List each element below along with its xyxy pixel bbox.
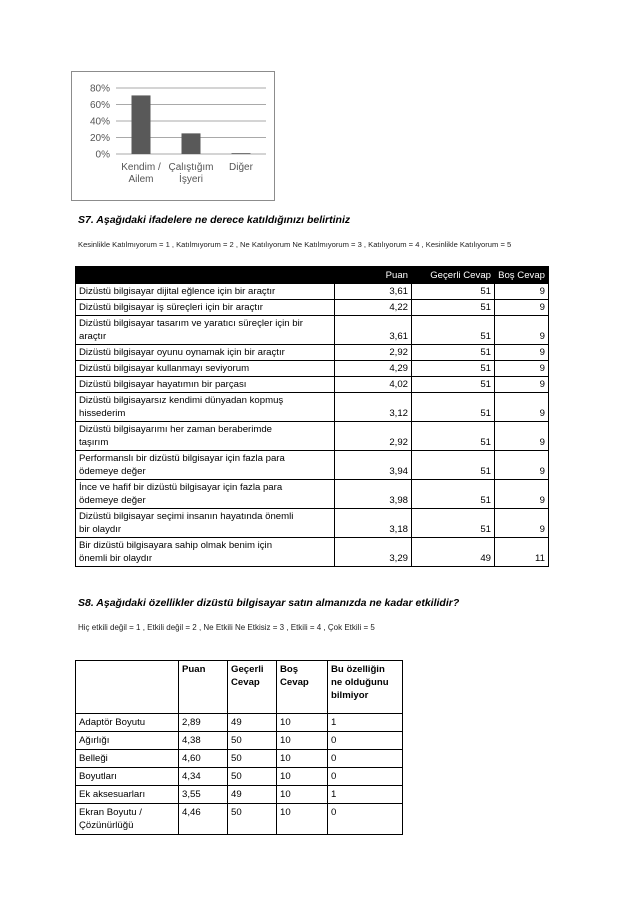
s7-table-row bbox=[76, 538, 549, 567]
s7-statement-cell bbox=[76, 509, 335, 538]
s7-statement-line: Dizüstü bilgisayar seçimi insanın hayatında önemli bbox=[79, 511, 294, 522]
s7-statement-cell bbox=[76, 377, 335, 393]
s7-table-row bbox=[76, 284, 549, 300]
s8-feature-cell bbox=[76, 750, 179, 768]
y-tick-label: 80% bbox=[89, 83, 110, 95]
s7-statement-cell bbox=[76, 480, 335, 509]
x-category-label: Diğer bbox=[229, 162, 253, 173]
x-category-label: Ailem bbox=[128, 174, 154, 185]
s8-puan-cell: 4,46 bbox=[179, 804, 228, 835]
s7-puan-cell: 3,61 bbox=[335, 316, 412, 345]
s7-gecerli-cell: 51 bbox=[412, 451, 495, 480]
s7-statement-line: Dizüstü bilgisayar iş süreçleri için bir araçtır bbox=[79, 302, 263, 313]
s7-statement-cell bbox=[76, 538, 335, 567]
s8-feature-line: Ek aksesuarları bbox=[79, 789, 146, 800]
s8-gecerli-cell: 50 bbox=[228, 768, 277, 786]
s8-header-feature bbox=[76, 661, 179, 714]
s7-statement-line: önemli bir olaydır bbox=[79, 553, 153, 564]
s7-scale-legend: Kesinlikle Katılmıyorum = 1 , Katılmıyorum = 2 , Ne Katılıyorum Ne Katılmıyorum = 3 , Katılıyorum = 4 , Kesinlikle Katılıyorum = 5 bbox=[78, 240, 512, 249]
s8-puan-cell: 4,60 bbox=[179, 750, 228, 768]
s8-header-bos-line: Boş bbox=[280, 664, 299, 675]
s7-table-row bbox=[76, 345, 549, 361]
s8-feature-cell bbox=[76, 768, 179, 786]
s8-bilmiyor-cell: 0 bbox=[328, 768, 403, 786]
s7-gecerli-cell: 51 bbox=[412, 345, 495, 361]
s8-gecerli-cell: 50 bbox=[228, 804, 277, 835]
s7-title: S7. Aşağıdaki ifadelere ne derece katıldığınızı belirtiniz bbox=[78, 214, 351, 226]
s7-statement-cell bbox=[76, 451, 335, 480]
s7-bos-cell: 9 bbox=[495, 284, 549, 300]
s7-statement-line: Dizüstü bilgisayarsız kendimi dünyadan kopmuş bbox=[79, 395, 284, 406]
s8-table-body bbox=[76, 714, 403, 835]
s7-bos-cell: 9 bbox=[495, 451, 549, 480]
s8-bilmiyor-cell: 0 bbox=[328, 804, 403, 835]
s7-puan-cell: 3,12 bbox=[335, 393, 412, 422]
s7-table-body bbox=[76, 284, 549, 567]
s7-statement-line: ödemeye değer bbox=[79, 495, 146, 506]
s7-bos-cell: 9 bbox=[495, 480, 549, 509]
x-category-label: Kendim / bbox=[121, 162, 161, 173]
s7-bos-cell: 9 bbox=[495, 509, 549, 538]
s7-gecerli-cell: 51 bbox=[412, 393, 495, 422]
s8-table-row bbox=[76, 804, 403, 835]
s7-bos-cell: 9 bbox=[495, 300, 549, 316]
s7-puan-cell: 3,98 bbox=[335, 480, 412, 509]
s7-statement-line: taşırım bbox=[79, 437, 109, 448]
s7-statement-cell bbox=[76, 284, 335, 300]
s8-header-gecerli-line: Cevap bbox=[231, 677, 260, 688]
s8-bilmiyor-cell: 1 bbox=[328, 714, 403, 732]
s8-feature-line: Belleği bbox=[79, 753, 108, 764]
s7-puan-cell: 3,29 bbox=[335, 538, 412, 567]
s7-statement-line: Dizüstü bilgisayar hayatımın bir parçası bbox=[79, 379, 247, 390]
s7-puan-cell: 4,29 bbox=[335, 361, 412, 377]
s7-table-row bbox=[76, 300, 549, 316]
s7-statement-cell bbox=[76, 345, 335, 361]
s8-puan-cell: 4,34 bbox=[179, 768, 228, 786]
s7-gecerli-cell: 51 bbox=[412, 509, 495, 538]
s7-puan-cell: 2,92 bbox=[335, 345, 412, 361]
s7-table-row bbox=[76, 422, 549, 451]
s8-gecerli-cell: 50 bbox=[228, 750, 277, 768]
s8-feature-line: Boyutları bbox=[79, 771, 117, 782]
s8-bilmiyor-cell: 1 bbox=[328, 786, 403, 804]
x-category-label: Çalıştığım bbox=[168, 162, 214, 173]
s7-statement-line: bir olaydır bbox=[79, 524, 122, 535]
s7-puan-cell: 3,61 bbox=[335, 284, 412, 300]
s7-statement-cell bbox=[76, 393, 335, 422]
s7-table-row bbox=[76, 509, 549, 538]
bar-chart bbox=[71, 71, 275, 201]
s7-bos-cell: 9 bbox=[495, 422, 549, 451]
s7-gecerli-cell: 49 bbox=[412, 538, 495, 567]
s8-feature-line: Ağırlığı bbox=[79, 735, 110, 746]
s8-puan-cell: 2,89 bbox=[179, 714, 228, 732]
s7-statement-line: Dizüstü bilgisayar oyunu oynamak için bir araçtır bbox=[79, 347, 285, 358]
s7-table bbox=[75, 266, 549, 567]
s7-statement-line: Dizüstü bilgisayar tasarım ve yaratıcı süreçler için bir bbox=[79, 318, 303, 329]
s8-header-bilmiyor-line: bilmiyor bbox=[331, 690, 369, 701]
s8-bos-cell: 10 bbox=[277, 786, 328, 804]
bar-chart-svg bbox=[72, 72, 274, 200]
s8-table-row bbox=[76, 786, 403, 804]
s8-feature-cell bbox=[76, 714, 179, 732]
s7-bos-cell: 9 bbox=[495, 393, 549, 422]
s8-bilmiyor-cell: 0 bbox=[328, 732, 403, 750]
s7-bos-cell: 9 bbox=[495, 361, 549, 377]
s7-table-row bbox=[76, 393, 549, 422]
s8-bos-cell: 10 bbox=[277, 768, 328, 786]
s7-table-row bbox=[76, 377, 549, 393]
s7-header-row bbox=[76, 267, 549, 284]
s7-puan-cell: 3,94 bbox=[335, 451, 412, 480]
s7-table-row bbox=[76, 316, 549, 345]
s8-puan-cell: 3,55 bbox=[179, 786, 228, 804]
s7-bos-cell: 9 bbox=[495, 377, 549, 393]
s8-bos-cell: 10 bbox=[277, 804, 328, 835]
s7-gecerli-cell: 51 bbox=[412, 361, 495, 377]
s8-header-gecerli-line: Geçerli bbox=[231, 664, 264, 675]
s7-gecerli-cell: 51 bbox=[412, 300, 495, 316]
s8-feature-cell bbox=[76, 786, 179, 804]
s8-table-row bbox=[76, 768, 403, 786]
s7-header-bos: Boş Cevap bbox=[495, 267, 549, 284]
s7-puan-cell: 4,02 bbox=[335, 377, 412, 393]
s7-bos-cell: 11 bbox=[495, 538, 549, 567]
s8-puan-cell: 4,38 bbox=[179, 732, 228, 750]
s7-bos-cell: 9 bbox=[495, 345, 549, 361]
s7-gecerli-cell: 51 bbox=[412, 422, 495, 451]
s8-header-bilmiyor bbox=[328, 661, 403, 714]
s7-statement-line: ödemeye değer bbox=[79, 466, 146, 477]
s7-table-row bbox=[76, 480, 549, 509]
s8-scale-legend: Hiç etkili değil = 1 , Etkili değil = 2 , Ne Etkili Ne Etkisiz = 3 , Etkili = 4 , Çok Etkili = 5 bbox=[78, 623, 375, 632]
s8-table-row bbox=[76, 714, 403, 732]
s7-statement-cell bbox=[76, 316, 335, 345]
s8-gecerli-cell: 49 bbox=[228, 786, 277, 804]
s8-header-bos-line: Cevap bbox=[280, 677, 309, 688]
s7-gecerli-cell: 51 bbox=[412, 284, 495, 300]
bar bbox=[132, 95, 151, 154]
s8-header-puan: Puan bbox=[179, 661, 228, 714]
s8-bos-cell: 10 bbox=[277, 732, 328, 750]
bar bbox=[232, 153, 251, 154]
bar bbox=[182, 133, 201, 154]
s7-puan-cell: 4,22 bbox=[335, 300, 412, 316]
s7-statement-line: Bir dizüstü bilgisayara sahip olmak benim için bbox=[79, 540, 273, 551]
s7-gecerli-cell: 51 bbox=[412, 480, 495, 509]
y-tick-label: 0% bbox=[95, 149, 110, 161]
s7-statement-cell bbox=[76, 361, 335, 377]
s8-title: S8. Aşağıdaki özellikler dizüstü bilgisayar satın almanızda ne kadar etkilidir? bbox=[78, 597, 460, 609]
s8-header-gecerli bbox=[228, 661, 277, 714]
s8-feature-line: Çözünürlüğü bbox=[79, 820, 134, 831]
x-category-label: İşyeri bbox=[179, 174, 203, 185]
s7-header-statement bbox=[76, 267, 335, 284]
s7-header-puan: Puan bbox=[335, 267, 412, 284]
s8-header-row bbox=[76, 661, 403, 714]
s7-table-row bbox=[76, 451, 549, 480]
s7-statement-line: Dizüstü bilgisayar dijital eğlence için bir araçtır bbox=[79, 286, 276, 297]
s8-header-bilmiyor-line: ne olduğunu bbox=[331, 677, 389, 688]
s8-feature-cell bbox=[76, 804, 179, 835]
y-tick-label: 40% bbox=[89, 116, 110, 128]
y-tick-label: 20% bbox=[89, 133, 110, 144]
y-tick-label: 60% bbox=[89, 100, 110, 111]
s8-table-row bbox=[76, 750, 403, 768]
s7-statement-line: Dizüstü bilgisayar kullanmayı seviyorum bbox=[79, 363, 250, 374]
s8-bos-cell: 10 bbox=[277, 750, 328, 768]
s7-statement-line: araçtır bbox=[79, 331, 107, 342]
s8-feature-line: Ekran Boyutu / bbox=[79, 807, 142, 818]
s7-bos-cell: 9 bbox=[495, 316, 549, 345]
s7-statement-line: Performanslı bir dizüstü bilgisayar için fazla para bbox=[79, 453, 285, 464]
s7-gecerli-cell: 51 bbox=[412, 316, 495, 345]
s7-statement-line: Dizüstü bilgisayarımı her zaman beraberimde bbox=[79, 424, 273, 435]
s7-statement-cell bbox=[76, 422, 335, 451]
s7-header-gecerli: Geçerli Cevap bbox=[412, 267, 495, 284]
s7-puan-cell: 3,18 bbox=[335, 509, 412, 538]
s7-puan-cell: 2,92 bbox=[335, 422, 412, 451]
s8-bilmiyor-cell: 0 bbox=[328, 750, 403, 768]
s7-statement-line: İnce ve hafif bir dizüstü bilgisayar için fazla para bbox=[79, 482, 283, 493]
s7-gecerli-cell: 51 bbox=[412, 377, 495, 393]
s8-feature-cell bbox=[76, 732, 179, 750]
s7-statement-line: hissederim bbox=[79, 408, 126, 419]
s8-table-row bbox=[76, 732, 403, 750]
s7-table-row bbox=[76, 361, 549, 377]
s8-feature-line: Adaptör Boyutu bbox=[79, 717, 146, 728]
s8-table bbox=[75, 660, 403, 835]
s8-bos-cell: 10 bbox=[277, 714, 328, 732]
s7-statement-cell bbox=[76, 300, 335, 316]
s8-gecerli-cell: 49 bbox=[228, 714, 277, 732]
s8-header-bilmiyor-line: Bu özelliğin bbox=[331, 664, 385, 675]
s8-gecerli-cell: 50 bbox=[228, 732, 277, 750]
s8-header-bos bbox=[277, 661, 328, 714]
